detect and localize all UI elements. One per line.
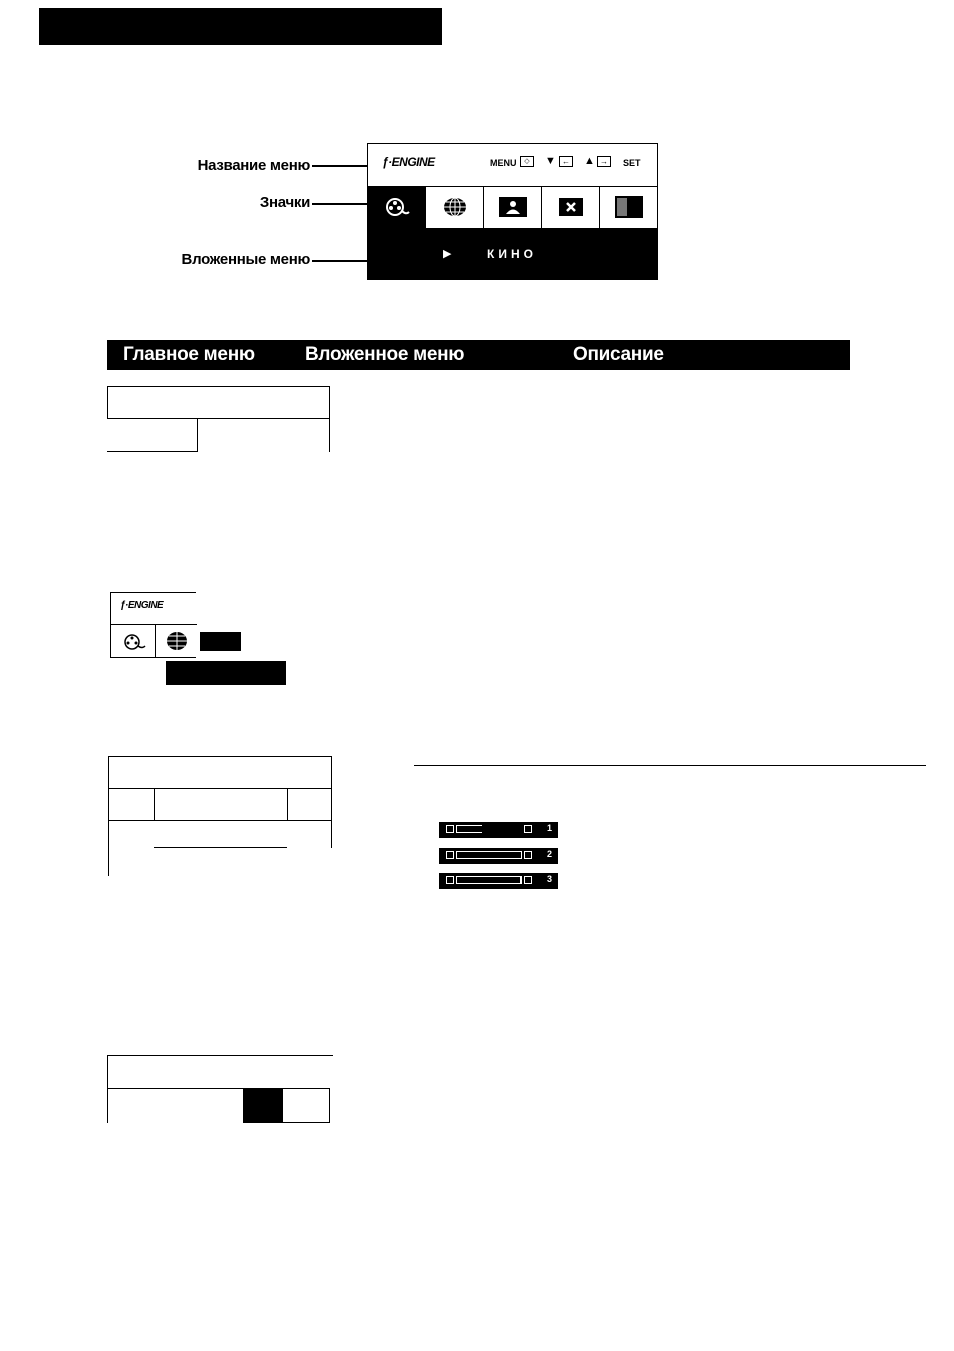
osd-icon-globe [426, 186, 484, 228]
osd-icon-movie [368, 186, 426, 228]
black-cell [243, 1088, 283, 1123]
play-arrow-icon: ▶ [443, 248, 452, 260]
mini-osd-black-bar [166, 661, 286, 685]
minus-icon [446, 851, 454, 859]
minus-icon [446, 876, 454, 884]
mini-osd-black-block [200, 632, 241, 651]
slider-level-label: 1 [547, 823, 553, 833]
osd-submenu-label: КИНО [487, 247, 537, 261]
osd-menu-label: MENU [490, 158, 517, 168]
movie-reel-icon [384, 197, 410, 217]
minus-icon [446, 825, 454, 833]
slider-example-3 [439, 873, 558, 889]
slider-fill [456, 851, 522, 859]
close-icon [558, 197, 584, 217]
osd-icon-pattern [600, 186, 657, 228]
osd-logo: ƒ·ENGINE [382, 155, 435, 169]
callout-line-menu-name [312, 165, 368, 167]
plus-icon [524, 876, 532, 884]
description-divider [414, 765, 926, 766]
down-arrow-icon: ▼ [545, 155, 556, 167]
header-submenu: Вложенное меню [305, 344, 465, 365]
picture-icon [498, 196, 528, 218]
menu-nav-icon: ◇ [520, 156, 534, 167]
osd-submenu-area [368, 228, 657, 280]
callout-line-submenus [312, 260, 368, 262]
left-arrow-box-icon: ← [559, 156, 573, 167]
table-header [107, 340, 850, 370]
plus-icon [524, 851, 532, 859]
slider-example-2 [439, 848, 558, 864]
osd-icon-row [368, 186, 657, 228]
callout-menu-name: Название меню [197, 157, 310, 174]
right-arrow-box-icon: → [597, 156, 611, 167]
osd-title-row [368, 144, 657, 187]
slider-level-label: 3 [547, 874, 553, 884]
plus-icon [524, 825, 532, 833]
mini-osd-logo: ƒ·ENGINE [120, 600, 164, 611]
callout-line-icons [312, 203, 368, 205]
header-description: Описание [573, 344, 664, 365]
slider-level-label: 2 [547, 849, 553, 859]
slider-example-1 [439, 822, 558, 838]
pattern-icon [614, 195, 644, 219]
movie-reel-icon [121, 632, 147, 652]
globe-icon [442, 196, 468, 218]
section-title-bar [39, 8, 442, 45]
globe-icon [165, 630, 189, 652]
osd-icon-close [542, 186, 600, 228]
up-arrow-icon: ▲ [584, 155, 595, 167]
osd-set-label: SET [623, 158, 641, 168]
slider-fill [456, 825, 482, 833]
callout-submenus: Вложенные меню [181, 251, 310, 268]
callout-icons: Значки [259, 194, 310, 211]
header-main-menu: Главное меню [123, 344, 255, 365]
osd-icon-picture [484, 186, 542, 228]
osd-menu-illustration [367, 143, 658, 280]
slider-fill [456, 876, 522, 884]
